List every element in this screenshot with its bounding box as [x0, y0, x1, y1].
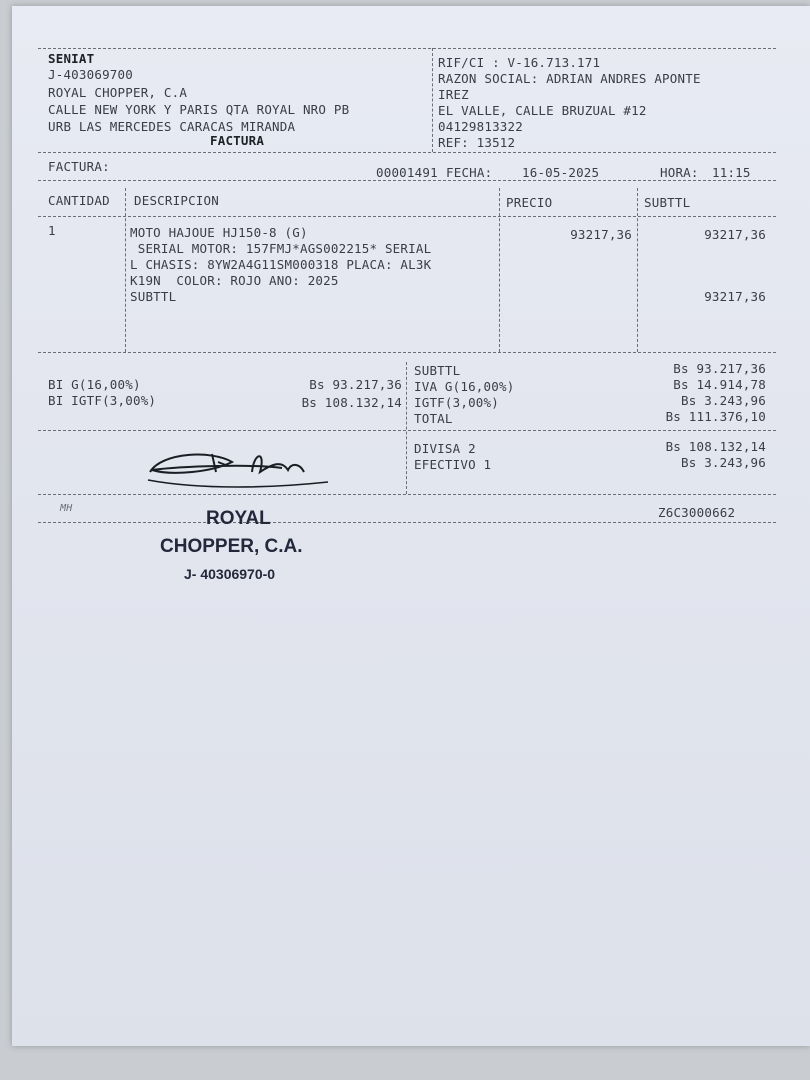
desc-column-line — [499, 188, 500, 352]
totals-divider — [38, 430, 776, 431]
totals-igtf-value: Bs 3.243,96 — [681, 393, 766, 408]
payment-divisa-label: DIVISA 2 — [414, 441, 476, 456]
qty-column-line — [125, 188, 126, 352]
item-desc-line-2: SERIAL MOTOR: 157FMJ*AGS002215* SERIAL — [130, 241, 432, 256]
customer-phone: 04129813322 — [438, 119, 523, 134]
document-type: FACTURA — [210, 133, 265, 148]
payment-divisa-value: Bs 108.132,14 — [665, 439, 766, 454]
totals-total-value: Bs 111.376,10 — [665, 409, 766, 424]
item-desc-subtotal-label: SUBTTL — [130, 289, 177, 304]
item-qty: 1 — [48, 223, 56, 238]
item-desc-line-3: L CHASIS: 8YW2A4G11SM000318 PLACA: AL3K — [130, 257, 432, 272]
stamp-line-2: CHOPPER, C.A. — [160, 536, 303, 557]
top-border — [38, 48, 776, 49]
price-column-line — [637, 188, 638, 352]
header-price: PRECIO — [506, 195, 553, 210]
bi-igtf-label: BI IGTF(3,00%) — [48, 393, 157, 408]
stamp-line-1: ROYAL — [206, 508, 271, 529]
header-subtotal: SUBTTL — [644, 195, 691, 210]
customer-razon-social: RAZON SOCIAL: ADRIAN ANDRES APONTE — [438, 71, 701, 86]
footer-code: Z6C3000662 — [658, 505, 736, 520]
footer-mark: MH — [60, 503, 73, 514]
bi-g-label: BI G(16,00%) — [48, 377, 141, 392]
issuer-address-1: CALLE NEW YORK Y PARIS QTA ROYAL NRO PB — [48, 102, 350, 117]
table-header-divider — [38, 216, 776, 217]
customer-address: EL VALLE, CALLE BRUZUAL #12 — [438, 103, 647, 118]
invoice-date-label: FECHA: — [446, 165, 493, 180]
bi-igtf-value: Bs 108.132,14 — [301, 395, 402, 410]
header-qty: CANTIDAD — [48, 193, 110, 208]
signature-icon — [142, 442, 332, 494]
item-price: 93217,36 — [570, 227, 632, 242]
payment-efectivo-label: EFECTIVO 1 — [414, 457, 492, 472]
item-desc-line-1: MOTO HAJOUE HJ150-8 (G) — [130, 225, 308, 240]
item-desc-line-4: K19N COLOR: ROJO ANO: 2025 — [130, 273, 339, 288]
payment-efectivo-value: Bs 3.243,96 — [681, 455, 766, 470]
header-divider — [38, 152, 776, 153]
invoice-line-divider — [38, 180, 776, 181]
totals-total-label: TOTAL — [414, 411, 453, 426]
totals-subtotal-label: SUBTTL — [414, 363, 461, 378]
customer-razon-social-cont: IREZ — [438, 87, 469, 102]
table-bottom-border — [38, 352, 776, 353]
bi-g-value: Bs 93.217,36 — [309, 377, 402, 392]
invoice-label: FACTURA: — [48, 159, 110, 174]
totals-iva-value: Bs 14.914,78 — [673, 377, 766, 392]
item-subtotal-sum: 93217,36 — [704, 289, 766, 304]
issuer-authority: SENIAT — [48, 51, 95, 66]
invoice-time: 11:15 — [712, 165, 751, 180]
totals-subtotal-value: Bs 93.217,36 — [673, 361, 766, 376]
issuer-name: ROYAL CHOPPER, C.A — [48, 85, 188, 100]
invoice-date: 16-05-2025 — [522, 165, 600, 180]
totals-igtf-label: IGTF(3,00%) — [414, 395, 499, 410]
item-subtotal: 93217,36 — [704, 227, 766, 242]
issuer-address-2: URB LAS MERCEDES CARACAS MIRANDA — [48, 119, 296, 134]
customer-ref: REF: 13512 — [438, 135, 516, 150]
header-column-divider — [432, 48, 433, 152]
totals-column-line — [406, 362, 407, 494]
payments-divider — [38, 494, 776, 495]
invoice-paper — [12, 6, 810, 1046]
stamp-line-3: J- 40306970-0 — [184, 566, 276, 582]
invoice-number: 00001491 — [376, 165, 438, 180]
issuer-rif: J-403069700 — [48, 67, 133, 82]
customer-rif: RIF/CI : V-16.713.171 — [438, 55, 601, 70]
header-description: DESCRIPCION — [134, 193, 219, 208]
bottom-border — [38, 522, 776, 523]
invoice-time-label: HORA: — [660, 165, 699, 180]
totals-iva-label: IVA G(16,00%) — [414, 379, 515, 394]
